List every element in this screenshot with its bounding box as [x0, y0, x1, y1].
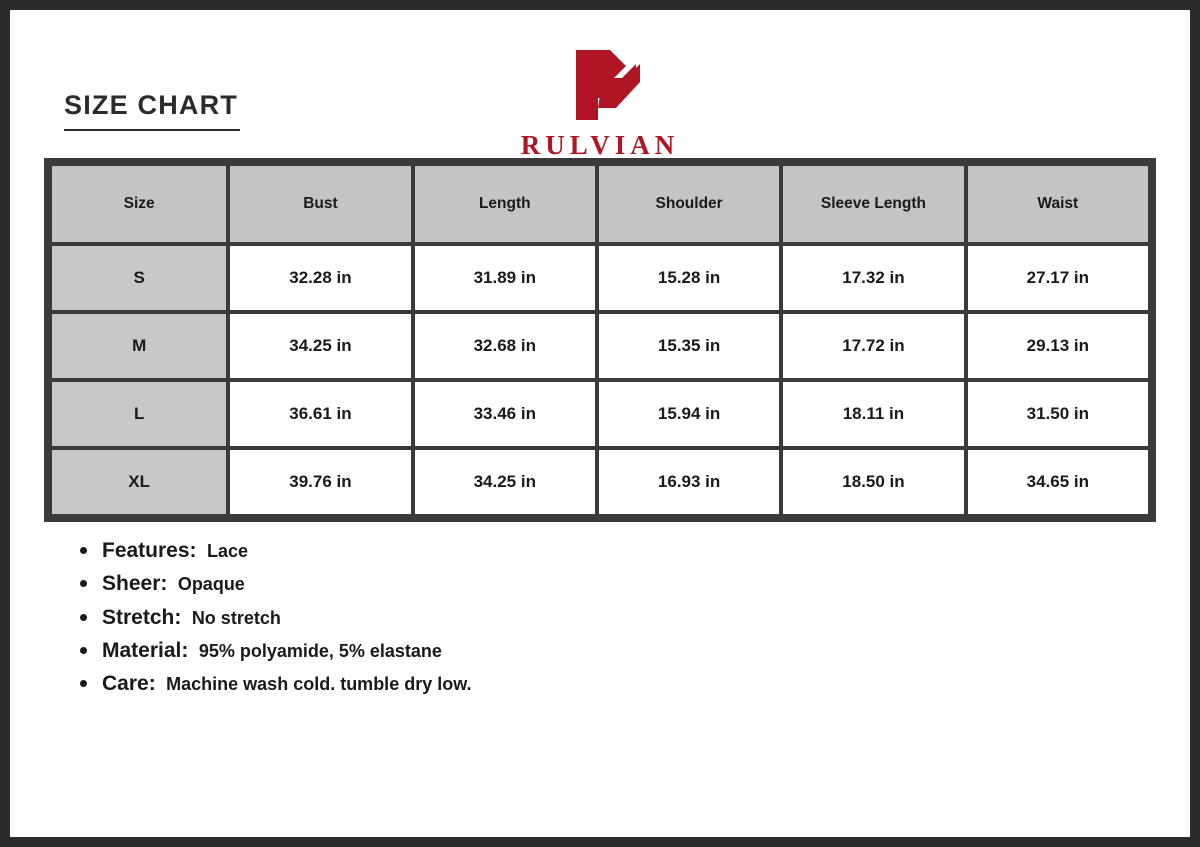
table-row: [52, 382, 1148, 446]
bullet-dot-icon: [80, 614, 87, 621]
column-header-size: Size: [52, 166, 226, 242]
cell-size: M: [52, 314, 226, 378]
cell-bust: 34.25 in: [230, 314, 410, 378]
list-item: [80, 571, 1162, 597]
detail-value: Opaque: [177, 574, 245, 595]
cell-sleeve-length: 18.11 in: [783, 382, 963, 446]
list-item: [80, 605, 1162, 631]
cell-bust: 36.61 in: [230, 382, 410, 446]
rulvian-r-monogram-icon: [554, 46, 646, 124]
cell-waist: 34.65 in: [968, 450, 1148, 514]
detail-value: 95% polyamide, 5% elastane: [198, 640, 442, 661]
detail-label: Sheer:: [102, 572, 168, 596]
size-table-wrapper: [44, 158, 1156, 522]
page-title: SIZE CHART: [64, 90, 238, 120]
cell-bust: 32.28 in: [230, 246, 410, 310]
cell-waist: 29.13 in: [968, 314, 1148, 378]
column-header-waist: Waist: [968, 166, 1148, 242]
cell-size: S: [52, 246, 226, 310]
column-header-sleeve-length: Sleeve Length: [783, 166, 963, 242]
cell-waist: 31.50 in: [968, 382, 1148, 446]
cell-shoulder: 15.94 in: [599, 382, 779, 446]
cell-sleeve-length: 18.50 in: [783, 450, 963, 514]
table-body: [52, 246, 1148, 514]
page-inner: [10, 10, 1190, 837]
detail-value: Lace: [206, 541, 249, 561]
bullet-dot-icon: [80, 680, 87, 687]
detail-value: Machine wash cold. tumble dry low.: [166, 674, 472, 694]
cell-shoulder: 15.35 in: [599, 314, 779, 378]
header: [38, 32, 1162, 160]
table-row: [52, 450, 1148, 514]
table-head: [52, 166, 1148, 242]
bullet-dot-icon: [80, 647, 87, 654]
cell-shoulder: 16.93 in: [599, 450, 779, 514]
cell-waist: 27.17 in: [968, 246, 1148, 310]
cell-length: 34.25 in: [415, 450, 595, 514]
cell-length: 31.89 in: [415, 246, 595, 310]
detail-label: Material:: [102, 638, 189, 662]
cell-length: 33.46 in: [415, 382, 595, 446]
cell-sleeve-length: 17.32 in: [783, 246, 963, 310]
brand-name: RULVIAN: [520, 130, 680, 160]
bullet-dot-icon: [80, 580, 87, 587]
cell-size: L: [52, 382, 226, 446]
product-details-list: [80, 538, 1162, 697]
list-item: [80, 538, 1162, 564]
table-row: [52, 314, 1148, 378]
cell-shoulder: 15.28 in: [599, 246, 779, 310]
column-header-bust: Bust: [230, 166, 410, 242]
column-header-length: Length: [415, 166, 595, 242]
list-item: [80, 638, 1162, 664]
detail-label: Features:: [102, 539, 197, 562]
cell-size: XL: [52, 450, 226, 514]
brand-block: [38, 46, 1162, 161]
size-table: [48, 162, 1152, 518]
cell-length: 32.68 in: [415, 314, 595, 378]
list-item: [80, 671, 1162, 697]
column-header-shoulder: Shoulder: [599, 166, 779, 242]
table-header-row: [52, 166, 1148, 242]
detail-value: No stretch: [191, 607, 281, 628]
detail-label: Care:: [102, 672, 156, 695]
bullet-dot-icon: [80, 547, 87, 554]
detail-label: Stretch:: [102, 605, 182, 629]
cell-sleeve-length: 17.72 in: [783, 314, 963, 378]
cell-bust: 39.76 in: [230, 450, 410, 514]
table-row: [52, 246, 1148, 310]
